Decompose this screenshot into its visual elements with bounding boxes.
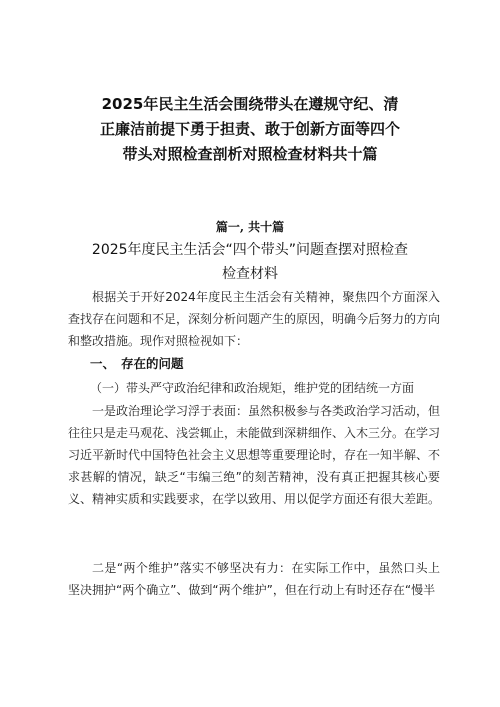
article-subheading: 篇一, 共十篇	[215, 220, 285, 234]
article-heading-line-2: 检查材料	[222, 266, 278, 282]
subsection-heading: （一）带头严守政治纪律和政治规矩，维护党的团结统一方面	[90, 381, 415, 395]
section-label: 存在的问题	[121, 356, 184, 371]
paragraph-one: 一是政治理论学习浮于表面：虽然积极参与各类政治学习活动，但往往只是走马观花、浅尝辄止，未能做到深耕细作、入木三分。在学习习近平新时代中国特色社会主义思想等重要理论时，存在一知半解、不求甚解的情况，缺乏“韦编三绝”的刻苦精神，没有真正把握其核心要义、精神实质和实践要求，在学以致用、用以促学方面还有很大差距。	[68, 404, 441, 506]
intro-paragraph: 根据关于开好2024年度民主生活会有关精神，聚焦四个方面深入查找存在问题和不足，深刻分析问题产生的原因，明确今后努力的方向和整改措施。现作对照检视如下：	[68, 290, 441, 348]
document-title-line-1: 2025年民主生活会围绕带头在遵规守纪、清	[101, 95, 399, 113]
document-title-line-3: 带头对照检查剖析对照检查材料共十篇	[122, 145, 378, 163]
section-heading	[90, 354, 430, 374]
paragraph-two: 二是“两个维护”落实不够坚决有力：在实际工作中，虽然口头上坚决拥护“两个确立”、做到“两个维护”，但在行动上有时还存在“慢半	[68, 561, 440, 597]
article-heading-line-1: 2025年度民主生活会“四个带头”问题查摆对照检查	[91, 242, 409, 258]
document-title-line-2: 正廉洁前提下勇于担责、敢于创新方面等四个	[99, 120, 400, 138]
section-number: 一、	[90, 356, 116, 371]
